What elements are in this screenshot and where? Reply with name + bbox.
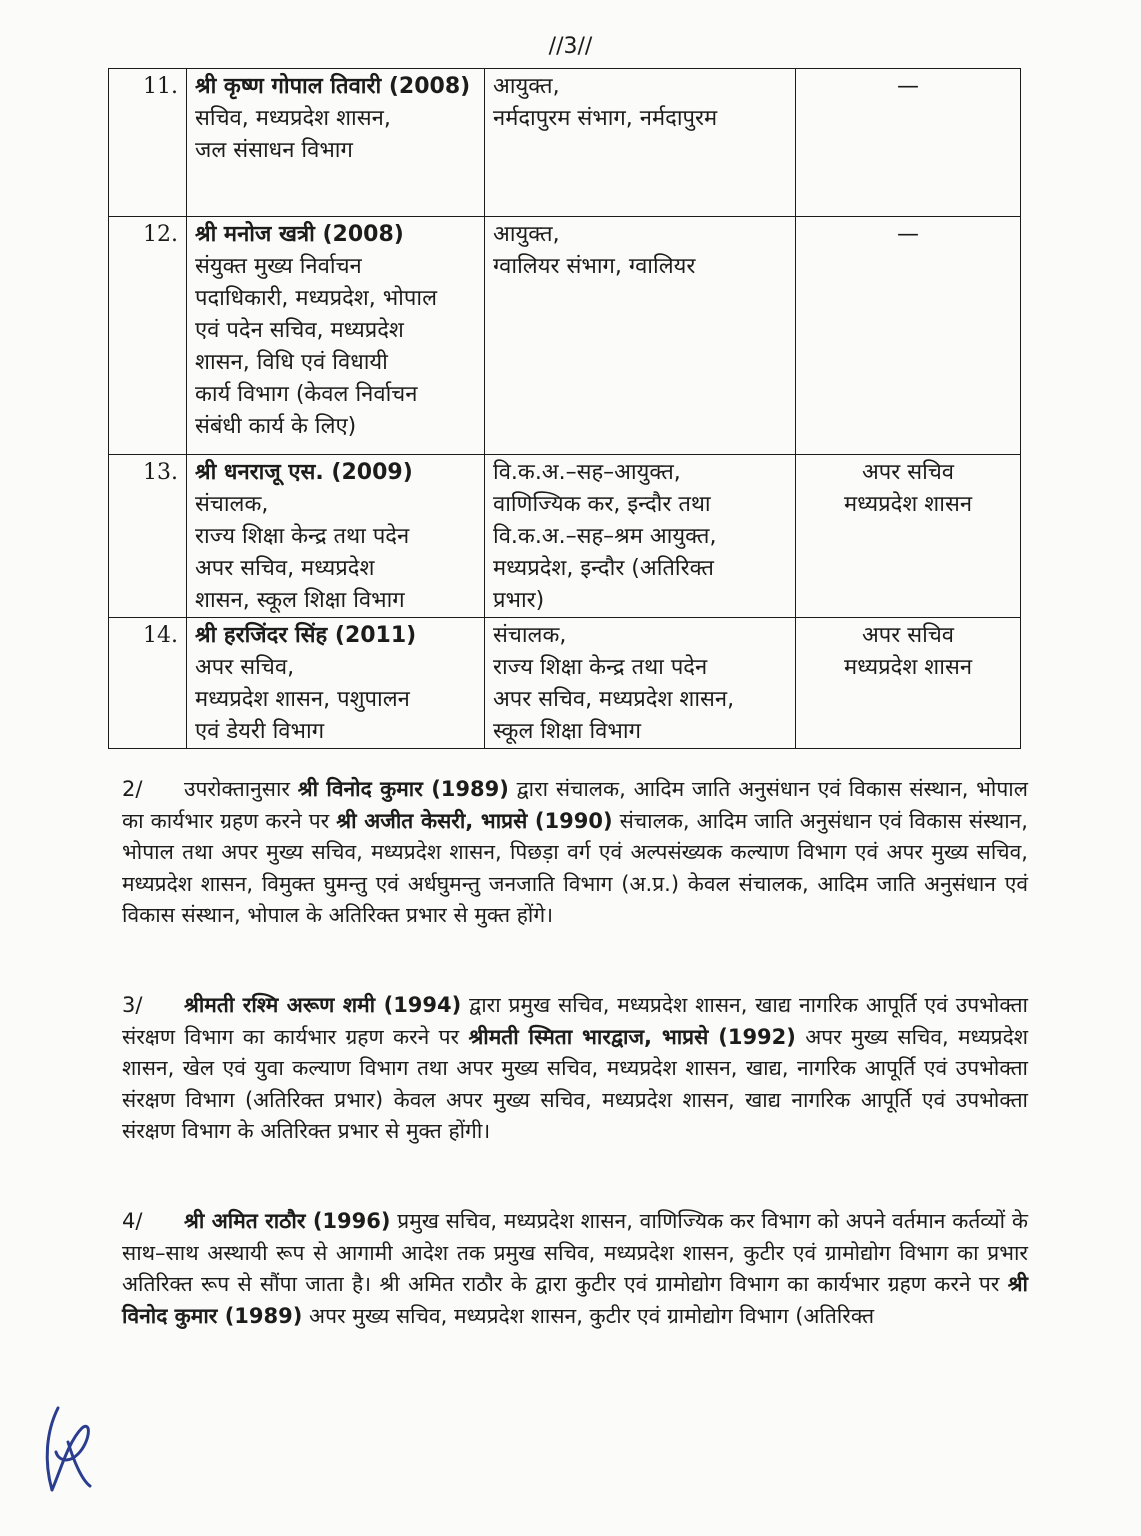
serial-number: 11. bbox=[109, 69, 187, 217]
new-posting bbox=[485, 618, 796, 749]
additional-charge bbox=[796, 69, 1021, 217]
current-post-line: संबंधी कार्य के लिए) bbox=[195, 414, 357, 439]
posting-line: नर्मदापुरम संभाग, नर्मदापुरम bbox=[493, 106, 718, 131]
current-post-line: अपर सचिव, bbox=[195, 655, 295, 680]
bold-name: श्रीमती स्मिता भारद्वाज, भाप्रसे (1992) bbox=[468, 1024, 796, 1049]
additional-charge-line: — bbox=[897, 74, 919, 99]
page-number: //3// bbox=[548, 34, 593, 59]
posting-line: प्रभार) bbox=[493, 588, 545, 613]
current-post-line: सचिव, मध्यप्रदेश शासन, bbox=[195, 106, 391, 131]
current-post-line: शासन, विधि एवं विधायी bbox=[195, 350, 388, 375]
additional-charge-line: अपर सचिव bbox=[861, 460, 955, 485]
current-post-line: पदाधिकारी, मध्यप्रदेश, भोपाल bbox=[195, 286, 437, 311]
current-post-line: अपर सचिव, मध्यप्रदेश bbox=[195, 556, 375, 581]
text: उपरोक्तानुसार bbox=[184, 777, 298, 801]
additional-charge-line: मध्यप्रदेश शासन bbox=[843, 655, 973, 680]
new-posting bbox=[485, 455, 796, 618]
posting-line: ग्वालियर संभाग, ग्वालियर bbox=[493, 254, 696, 279]
officer-current-post bbox=[187, 69, 485, 217]
additional-charge bbox=[796, 217, 1021, 455]
paragraph-3 bbox=[122, 990, 1028, 1148]
table-row bbox=[109, 618, 1021, 749]
paragraph-4 bbox=[122, 1206, 1028, 1332]
current-post-line: शासन, स्कूल शिक्षा विभाग bbox=[195, 588, 405, 613]
posting-line: वि.क.अ.–सह–श्रम आयुक्त, bbox=[493, 524, 717, 549]
posting-line: वाणिज्यिक कर, इन्दौर तथा bbox=[493, 492, 711, 517]
officer-current-post bbox=[187, 618, 485, 749]
current-post-line: जल संसाधन विभाग bbox=[195, 138, 353, 163]
table-row bbox=[109, 455, 1021, 618]
current-post-line: एवं पदेन सचिव, मध्यप्रदेश bbox=[195, 318, 404, 343]
officer-current-post bbox=[187, 217, 485, 455]
current-post-line: एवं डेयरी विभाग bbox=[195, 719, 325, 744]
officer-name: श्री कृष्ण गोपाल तिवारी (2008) bbox=[195, 74, 471, 99]
posting-line: संचालक, bbox=[493, 623, 567, 648]
table-row bbox=[109, 69, 1021, 217]
officer-current-post bbox=[187, 455, 485, 618]
signature-mark bbox=[38, 1402, 96, 1498]
posting-line: वि.क.अ.–सह–आयुक्त, bbox=[493, 460, 681, 485]
additional-charge bbox=[796, 618, 1021, 749]
current-post-line: मध्यप्रदेश शासन, पशुपालन bbox=[195, 687, 410, 712]
posting-line: अपर सचिव, मध्यप्रदेश शासन, bbox=[493, 687, 735, 712]
additional-charge bbox=[796, 455, 1021, 618]
current-post-line: राज्य शिक्षा केन्द्र तथा पदेन bbox=[195, 524, 410, 549]
paragraph-number: 3/ bbox=[122, 993, 143, 1017]
officer-name: श्री हरजिंदर सिंह (2011) bbox=[195, 623, 417, 648]
table-row bbox=[109, 217, 1021, 455]
bold-name: श्री विनोद कुमार (1989) bbox=[122, 1272, 1028, 1328]
additional-charge-line: — bbox=[897, 222, 919, 247]
new-posting bbox=[485, 217, 796, 455]
additional-charge-line: मध्यप्रदेश शासन bbox=[843, 492, 973, 517]
text: द्वारा प्रमुख सचिव, मध्यप्रदेश शासन, खाद्य नागरिक आपूर्ति एवं उपभोक्ता संरक्षण विभाग का कार्यभार ग्रहण करने पर bbox=[122, 993, 1028, 1049]
current-post-line: कार्य विभाग (केवल निर्वाचन bbox=[195, 382, 418, 407]
posting-line: आयुक्त, bbox=[493, 74, 560, 99]
officer-name: श्री मनोज खत्री (2008) bbox=[195, 222, 404, 247]
text: प्रमुख सचिव, मध्यप्रदेश शासन, वाणिज्यिक कर विभाग को अपने वर्तमान कर्तव्यों के साथ–साथ अस्थायी रूप से आगामी आदेश तक प्रमुख सचिव, मध्यप्रदेश शासन, कुटीर एवं ग्रामोद्योग विभाग का प्रभार अतिरिक्त रूप से सौंपा जाता है। श्री अमित राठौर के द्वारा कुटीर एवं ग्रामोद्योग विभाग का कार्यभार ग्रहण करने पर bbox=[122, 1209, 1028, 1296]
bold-name: श्री अजीत केसरी, भाप्रसे (1990) bbox=[336, 808, 613, 833]
text: द्वारा संचालक, आदिम जाति अनुसंधान एवं विकास संस्थान, भोपाल का कार्यभार ग्रहण करने पर bbox=[122, 777, 1028, 833]
serial-number: 13. bbox=[109, 455, 187, 618]
bold-name: श्री अमित राठौर (1996) bbox=[184, 1209, 391, 1233]
bold-name: श्रीमती रश्मि अरूण शमी (1994) bbox=[184, 993, 462, 1017]
posting-table bbox=[108, 68, 1021, 749]
serial-number: 14. bbox=[109, 618, 187, 749]
bold-name: श्री विनोद कुमार (1989) bbox=[297, 777, 509, 801]
text: अपर मुख्य सचिव, मध्यप्रदेश शासन, खेल एवं युवा कल्याण विभाग तथा अपर मुख्य सचिव, मध्यप्रदेश शासन, खाद्य, नागरिक आपूर्ति एवं उपभोक्ता संरक्षण विभाग (अतिरिक्त प्रभार) केवल अपर मुख्य सचिव, मध्यप्रदेश शासन, खाद्य नागरिक आपूर्ति एवं उपभोक्ता संरक्षण विभाग के अतिरिक्त प्रभार से मुक्त होंगी। bbox=[122, 1024, 1029, 1143]
serial-number: 12. bbox=[109, 217, 187, 455]
current-post-line: संचालक, bbox=[195, 492, 269, 517]
new-posting bbox=[485, 69, 796, 217]
paragraph-number: 4/ bbox=[122, 1209, 143, 1233]
text: संचालक, आदिम जाति अनुसंधान एवं विकास संस्थान, भोपाल तथा अपर मुख्य सचिव, मध्यप्रदेश शासन, पिछड़ा वर्ग एवं अल्पसंख्यक कल्याण विभाग एवं अपर मुख्य सचिव, मध्यप्रदेश शासन, विमुक्त घुमन्तु एवं अर्धघुमन्तु जनजाति विभाग (अ.प्र.) केवल संचालक, आदिम जाति अनुसंधान एवं विकास संस्थान, भोपाल के अतिरिक्त प्रभार से मुक्त होंगे। bbox=[122, 808, 1028, 927]
posting-line: आयुक्त, bbox=[493, 222, 560, 247]
posting-line: स्कूल शिक्षा विभाग bbox=[493, 719, 641, 744]
officer-name: श्री धनराजू एस. (2009) bbox=[195, 460, 413, 485]
current-post-line: संयुक्त मुख्य निर्वाचन bbox=[195, 254, 362, 279]
posting-line: राज्य शिक्षा केन्द्र तथा पदेन bbox=[493, 655, 708, 680]
text: अपर मुख्य सचिव, मध्यप्रदेश शासन, कुटीर एवं ग्रामोद्योग विभाग (अतिरिक्त bbox=[302, 1303, 875, 1328]
paragraph-2 bbox=[122, 774, 1028, 932]
paragraph-number: 2/ bbox=[122, 777, 143, 801]
posting-line: मध्यप्रदेश, इन्दौर (अतिरिक्त bbox=[493, 556, 714, 581]
additional-charge-line: अपर सचिव bbox=[861, 623, 955, 648]
